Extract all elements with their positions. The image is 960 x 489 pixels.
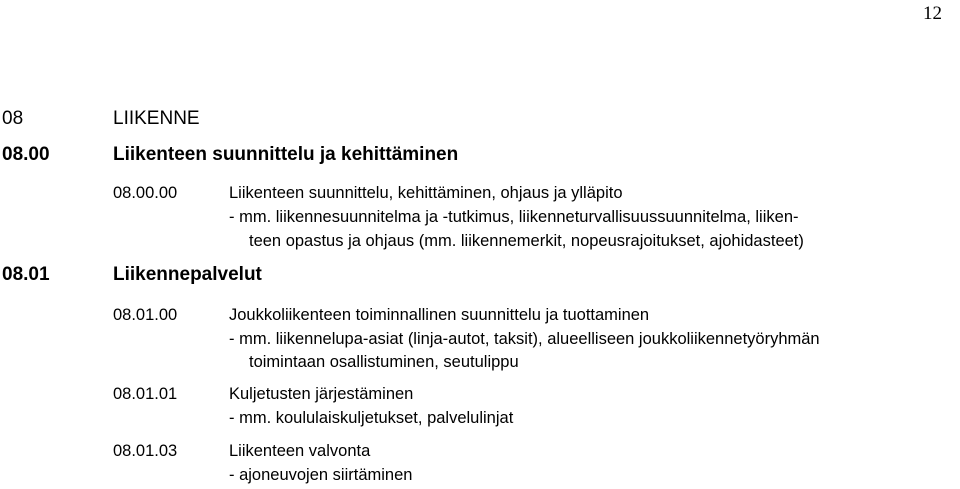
item-title: Liikenteen suunnittelu, kehittäminen, ohjaus ja ylläpito: [229, 184, 623, 202]
item-description-line: teen opastus ja ohjaus (mm. liikennemerkit, nopeusrajoitukset, ajohidasteet): [249, 232, 804, 250]
item-code: 08.01.01: [113, 385, 178, 403]
item-description-line: - mm. liikennesuunnitelma ja -tutkimus, liikenneturvallisuussuunnitelma, liiken-: [229, 208, 799, 226]
page-number: 12: [923, 3, 942, 24]
item-title: Liikenteen valvonta: [229, 442, 371, 460]
section-code: 08.00: [2, 144, 50, 165]
chapter-title: LIIKENNE: [113, 108, 200, 129]
chapter-code: 08: [2, 108, 24, 129]
section-title: Liikenteen suunnittelu ja kehittäminen: [113, 144, 459, 165]
item-description-line: - mm. liikennelupa-asiat (linja-autot, taksit), alueelliseen joukkoliikennetyöryhmän: [229, 330, 820, 348]
item-title: Joukkoliikenteen toiminnallinen suunnittelu ja tuottaminen: [229, 306, 650, 324]
item-code: 08.01.00: [113, 306, 178, 324]
section-code: 08.01: [2, 264, 50, 285]
item-description-line: - ajoneuvojen siirtäminen: [229, 466, 413, 484]
item-code: 08.01.03: [113, 442, 178, 460]
item-description-line: toimintaan osallistuminen, seutulippu: [249, 353, 519, 371]
item-code: 08.00.00: [113, 184, 178, 202]
section-title: Liikennepalvelut: [113, 264, 262, 285]
item-description-line: - mm. koululaiskuljetukset, palvelulinjat: [229, 409, 514, 427]
item-title: Kuljetusten järjestäminen: [229, 385, 414, 403]
